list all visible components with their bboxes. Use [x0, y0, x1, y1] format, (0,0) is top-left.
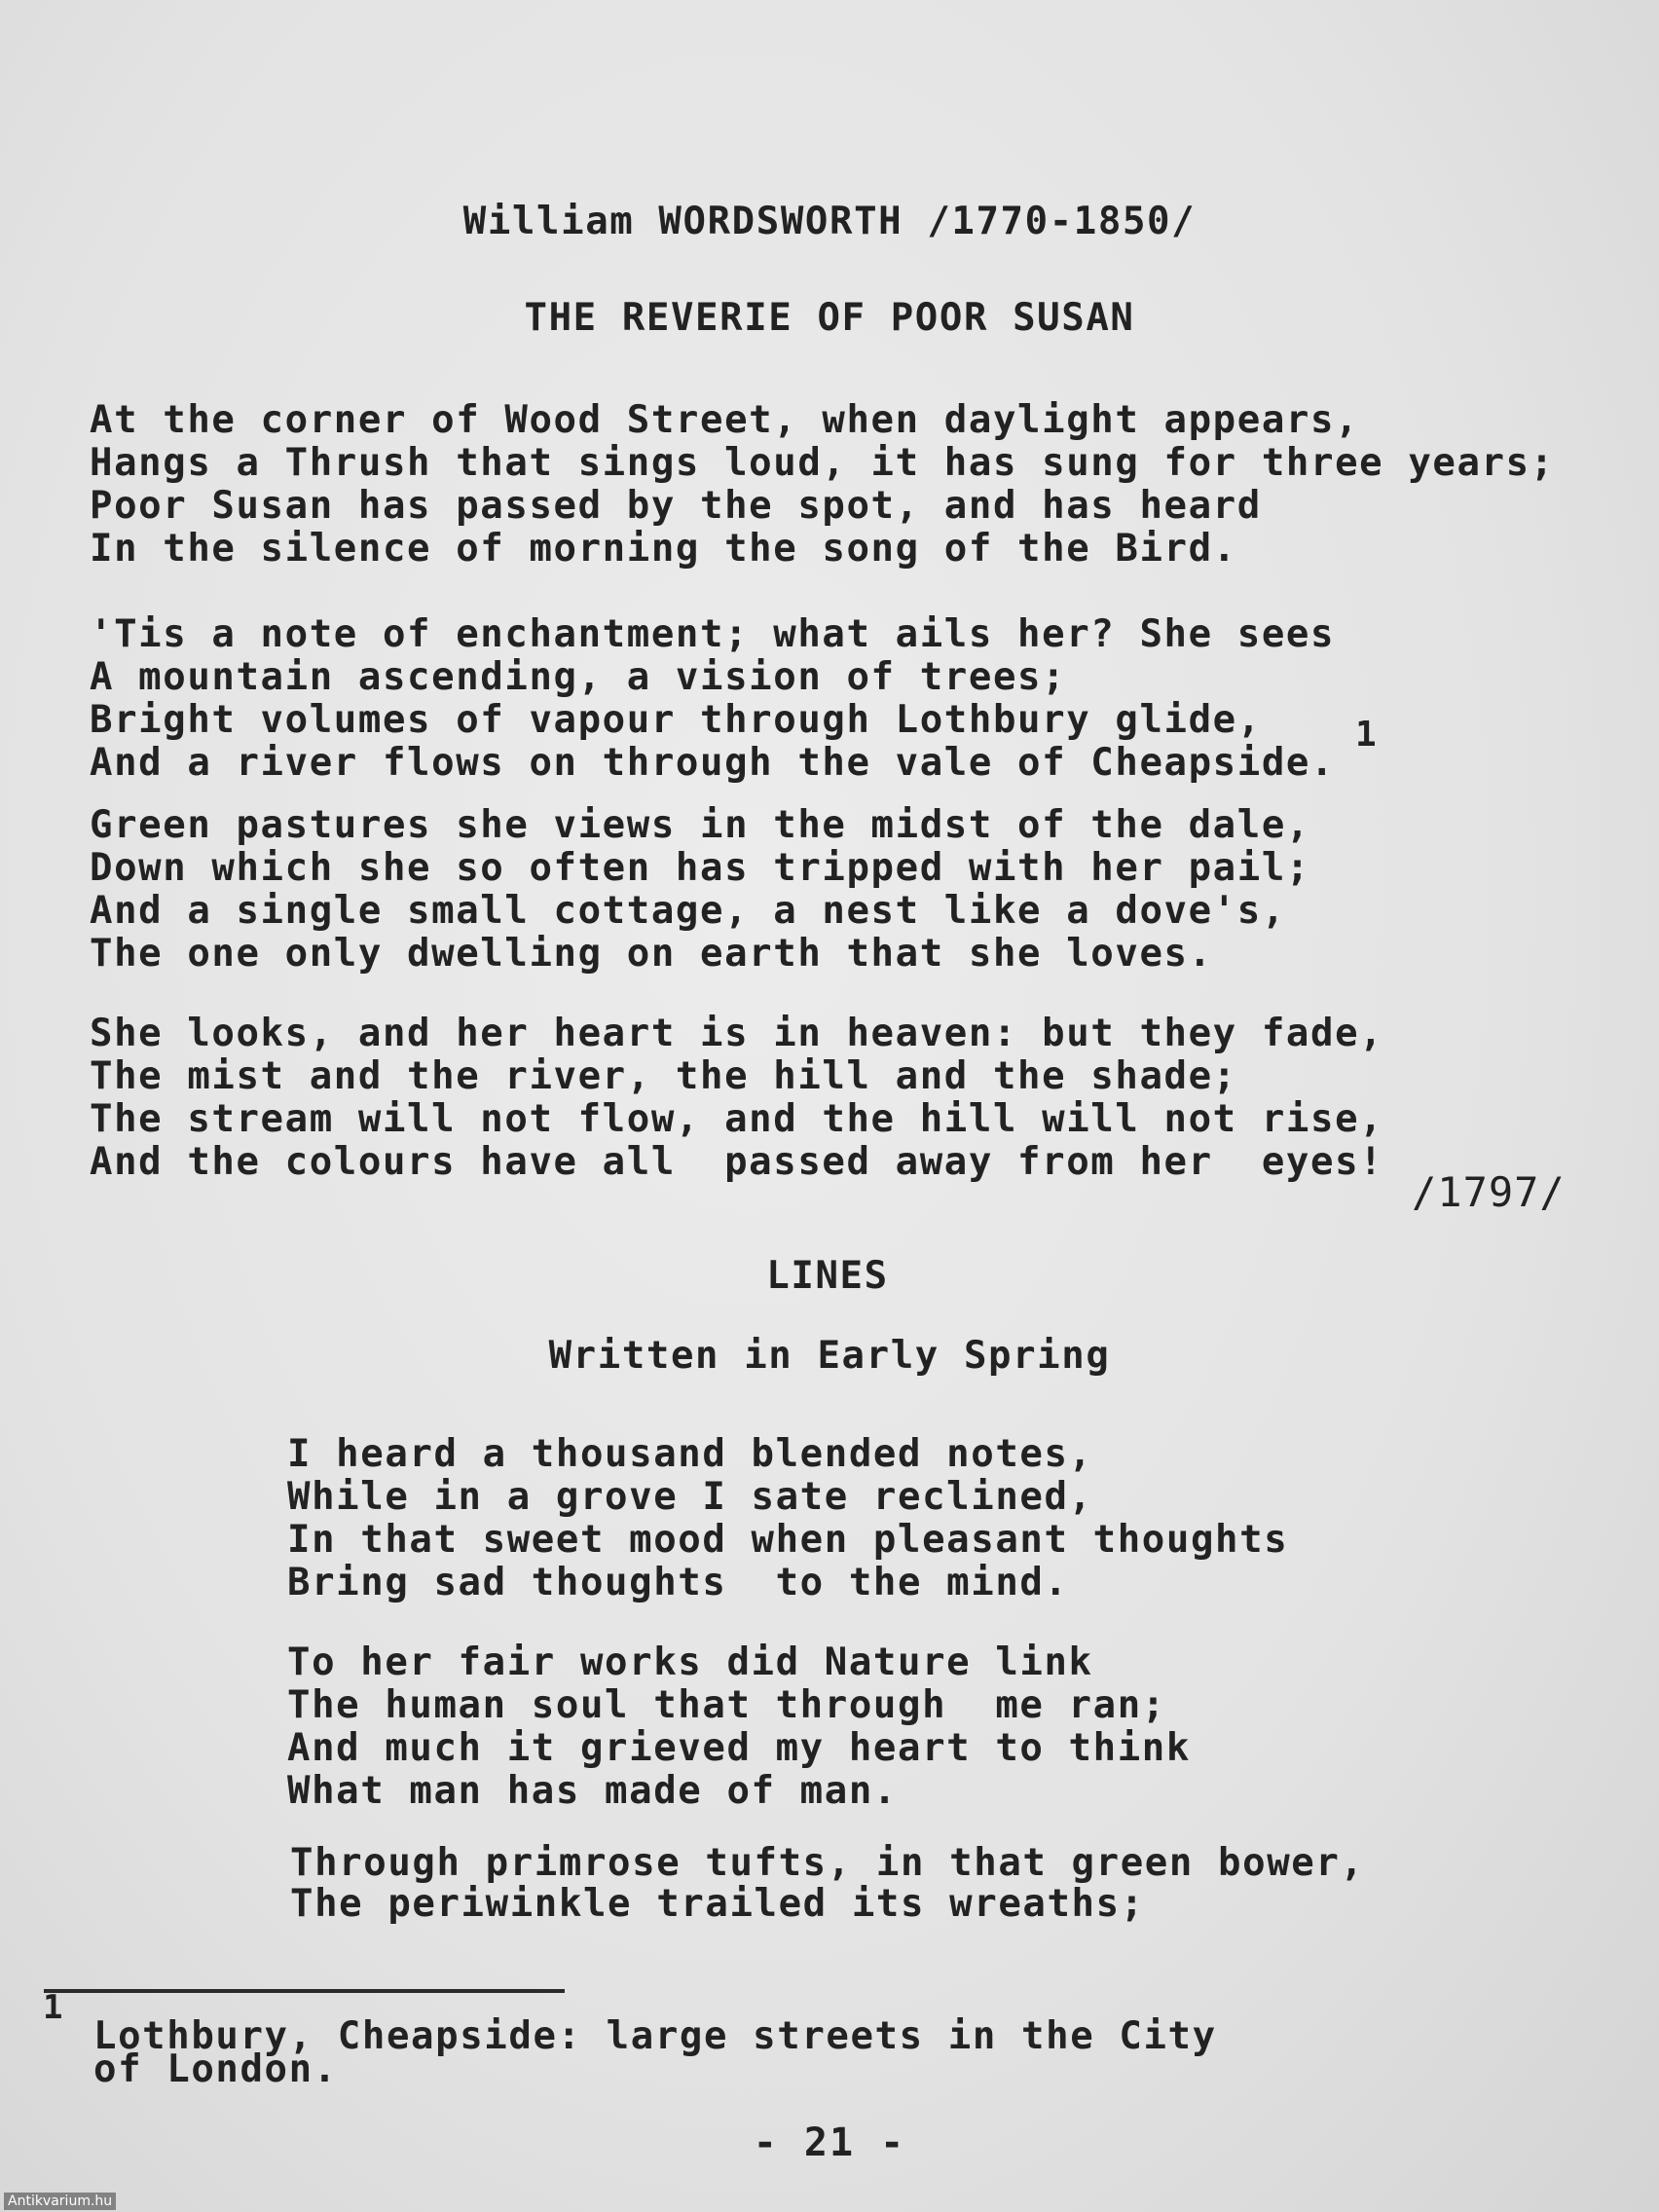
poem-date: /1797/ [1412, 1168, 1566, 1216]
verse-line: Hangs a Thrush that sings loud, it has sung for three years; [90, 441, 1555, 485]
poem-title: LINES [766, 1254, 889, 1298]
footnote-divider [44, 1989, 565, 1993]
footnote-marker: 1 [43, 1988, 63, 2027]
verse-line: Down which she so often has tripped with her pail; [90, 846, 1310, 890]
verse-line: Poor Susan has passed by the spot, and has heard [90, 484, 1262, 528]
footnote-text: of London. [93, 2047, 338, 2091]
verse-line: Bring sad thoughts to the mind. [287, 1561, 1069, 1604]
verse-line: In that sweet mood when pleasant thoughts [287, 1518, 1289, 1562]
verse-line: Bright volumes of vapour through Lothbury glide, [90, 698, 1262, 742]
verse-line: To her fair works did Nature link [287, 1641, 1093, 1684]
verse-line: Green pastures she views in the midst of the dale, [90, 803, 1310, 847]
verse-line: A mountain ascending, a vision of trees; [90, 655, 1067, 699]
author-heading: William WORDSWORTH /1770-1850/ [462, 200, 1197, 243]
watermark: Antikvarium.hu [4, 2193, 116, 2210]
verse-line: At the corner of Wood Street, when daylight appears, [90, 398, 1360, 442]
footnote-reference: 1 [1355, 715, 1377, 755]
page-number: - 21 - [753, 2120, 906, 2165]
verse-line: And a single small cottage, a nest like a dove's, [90, 889, 1286, 933]
footnote-text: Lothbury, Cheapside: large streets in the City [93, 2014, 1217, 2058]
verse-line: What man has made of man. [287, 1769, 898, 1813]
verse-line: And a river flows on through the vale of Cheapside. [90, 741, 1336, 785]
verse-line: Through primrose tufts, in that green bower, [290, 1841, 1365, 1885]
verse-line: The human soul that through me ran; [287, 1683, 1166, 1727]
verse-line: The periwinkle trailed its wreaths; [290, 1882, 1145, 1926]
verse-line: 'Tis a note of enchantment; what ails her? She sees [90, 612, 1336, 656]
poem-title: THE REVERIE OF POOR SUSAN [524, 296, 1135, 340]
verse-line: While in a grove I sate reclined, [287, 1475, 1093, 1519]
verse-line: She looks, and her heart is in heaven: but they fade, [90, 1012, 1384, 1055]
verse-line: In the silence of morning the song of the Bird. [90, 527, 1237, 571]
verse-line: The one only dwelling on earth that she loves. [90, 932, 1213, 976]
verse-line: And much it grieved my heart to think [287, 1726, 1191, 1770]
verse-line: I heard a thousand blended notes, [287, 1432, 1093, 1476]
verse-line: The stream will not flow, and the hill will not rise, [90, 1097, 1384, 1141]
verse-line: The mist and the river, the hill and the shade; [90, 1054, 1237, 1098]
verse-line: And the colours have all passed away from her eyes! [90, 1140, 1384, 1184]
poem-subtitle: Written in Early Spring [548, 1334, 1111, 1378]
